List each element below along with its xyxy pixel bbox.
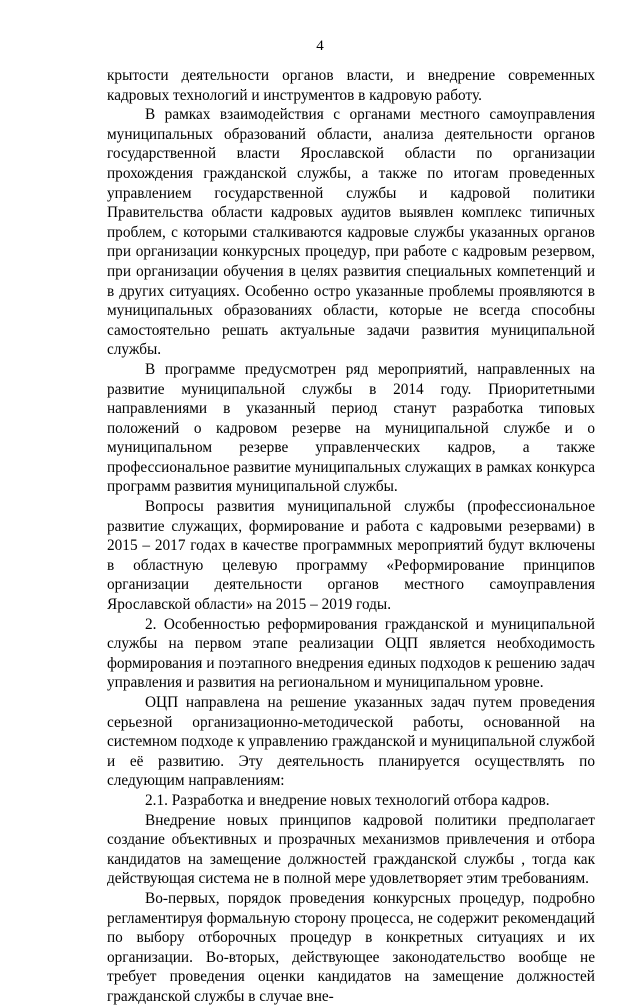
page-number: 4	[316, 38, 324, 54]
paragraph-section-2: 2. Особенностью реформирования гражданской и муниципальной службы на первом этапе реализации ОЦП является необходимость формирования и поэтапного внедрения единых подходов к решению задач управления и развития на региональном и муниципальном уровне.	[107, 615, 595, 692]
paragraph-interaction-problems: В рамках взаимодействия с органами местного самоуправления муниципальных образований области, анализа деятельности органов государственной власти Ярославской области по организации прохождения гражданской службы, а также по итогам проведенных управлением государственной службы и кадровой политики Правительства области кадровых аудитов выявлен комплекс типичных проблем, с которыми сталкиваются кадровые службы указанных органов при организации конкурсных процедур, при работе с кадровым резервом, при организации обучения в целях развития специальных компетенций и в других ситуациях. Особенно остро указанные проблемы проявляются в муниципальных образованиях области, которые не всегда способны самостоятельно решать актуальные задачи развития муниципальной службы.	[107, 106, 595, 359]
paragraph-ocp-directions: ОЦП направлена на решение указанных задач путем проведения серьезной организационно-методической работы, основанной на системном подходе к управлению гражданской и муниципальной службой и её развитию. Эту деятельность планируется осуществлять по следующим направлениям:	[107, 694, 595, 790]
paragraph-new-principles: Внедрение новых принципов кадровой политики предполагает создание объективных и прозрачных механизмов привлечения и отбора кандидатов на замещение должностей гражданской службы , тогда как действующая система не в полной мере удовлетворяет этим требованиям.	[107, 811, 595, 888]
paragraph-development-2015-2017: Вопросы развития муниципальной службы (профессиональное развитие служащих, формирование и работа с кадровыми резервами) в 2015 – 2017 годах в качестве программных мероприятий будут включены в областную целевую программу «Реформирование принципов организации деятельности органов местного самоуправления Ярославской области» на 2015 – 2019 годы.	[107, 498, 595, 614]
paragraph-program-2014: В программе предусмотрен ряд мероприятий, направленных на развитие муниципальной службы в 2014 году. Приоритетными направлениями в указанный период станут разработка типовых положений о кадровом резерве на муниципальной службе и о муниципальном резерве управленческих кадров, а также профессиональное развитие муниципальных служащих в рамках конкурса программ развития муниципальной службы.	[107, 360, 595, 496]
paragraph-section-2-1-heading: 2.1. Разработка и внедрение новых технологий отбора кадров.	[145, 791, 550, 809]
document-body	[107, 66, 595, 1007]
paragraph-continuation: крытости деятельности органов власти, и внедрение современных кадровых технологий и инструментов в кадровую работу.	[107, 67, 595, 104]
paragraph-firstly-secondly: Во-первых, порядок проведения конкурсных процедур, подробно регламентируя формальную сторону процесса, не содержит рекомендаций по выбору отборочных процедур в конкретных ситуациях и их организации. Во-вторых, действующее законодательство вообще не требует проведения оценки кандидатов на замещение должностей гражданской службы в случае вне-	[107, 889, 595, 1005]
